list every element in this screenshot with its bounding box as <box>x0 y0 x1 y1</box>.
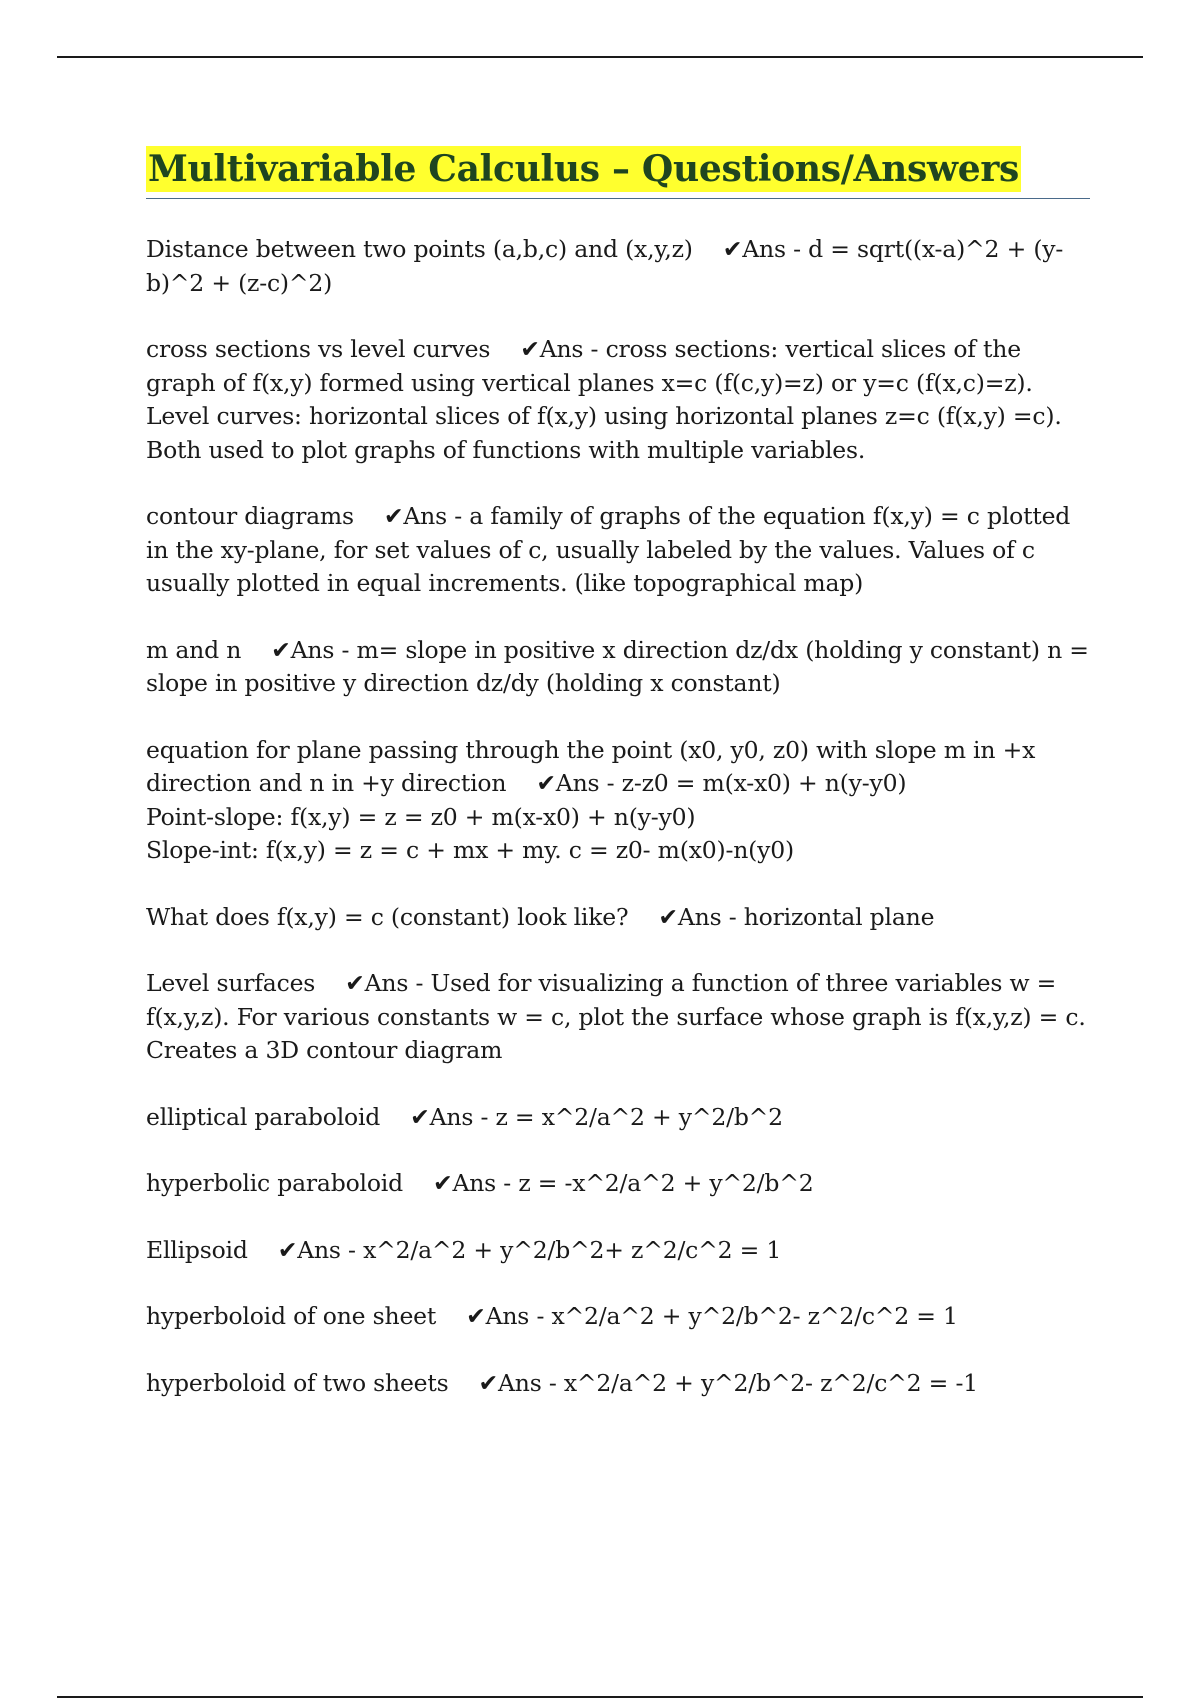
answer-marker: ✔Ans <box>658 902 722 931</box>
answer-marker: ✔Ans <box>520 335 584 363</box>
answer-extra-line: Slope-int: f(x,y) = z = c + mx + my. c = z0- m(x0)-n(y0) <box>146 836 794 864</box>
question-text: Ellipsoid <box>146 1235 248 1264</box>
qa-item: cross sections vs level curves ✔Ans - cross sections: vertical slices of the graph of f(x,y) formed using vertical planes x=c (f(c,y)=z) or y=c (f(x,c)=z). Level curves: horizontal slices of f(x,y) using horizontal planes z=c (f(x,y) =c). Both used to plot graphs of functions with multiple variables. <box>146 335 1062 464</box>
answer-text: z-z0 = m(x-x0) + n(y-y0) <box>621 769 907 797</box>
qa-item: hyperboloid of one sheet ✔Ans - x^2/a^2 + y^2/b^2- z^2/c^2 = 1 <box>146 1302 958 1330</box>
qa-item: What does f(x,y) = c (constant) look like? ✔Ans - horizontal plane <box>146 902 935 931</box>
question-text: hyperbolic paraboloid <box>146 1169 403 1197</box>
qa-item: equation for plane passing through the point (x0, y0, z0) with slope m in +x direction and n in +y direction ✔Ans - z-z0 = m(x-x0) + n(y-y0) Point-slope: f(x,y) = z = z0 + m(x-x0) + n(y-y0) Slope-int: f(x,y) = z = c + mx + my. c = z0- m(x0)-n(y0) <box>146 734 1090 868</box>
qa-item: m and n ✔Ans - m= slope in positive x direction dz/dx (holding y constant) n = slope in positive y direction dz/dy (holding x constant) <box>146 635 1089 697</box>
qa-item: hyperboloid of two sheets ✔Ans - x^2/a^2 + y^2/b^2- z^2/c^2 = -1 <box>146 1368 978 1397</box>
question-text: equation for plane passing through the point (x0, y0, z0) with slope m in +x direction and n in +y direction <box>146 735 1036 797</box>
answer-marker: ✔Ans <box>432 1169 497 1197</box>
page-bottom-rule <box>57 1696 1143 1698</box>
answer-text: d = sqrt((x-a)^2 + (y-b)^2 + (z-c)^2) <box>146 235 1064 297</box>
answer-marker: ✔Ans <box>271 635 335 664</box>
answer-text: z = -x^2/a^2 + y^2/b^2 <box>518 1169 814 1197</box>
qa-list <box>146 233 1090 1400</box>
title-block <box>146 146 1090 199</box>
answer-marker: ✔Ans <box>536 769 600 797</box>
question-text: What does f(x,y) = c (constant) look like? <box>146 902 629 931</box>
answer-marker: ✔Ans <box>410 1102 474 1131</box>
question-text: cross sections vs level curves <box>146 335 491 363</box>
question-text: hyperboloid of one sheet <box>146 1302 437 1330</box>
document-title: Multivariable Calculus – Questions/Answers <box>148 148 1019 190</box>
answer-text: a family of graphs of the equation f(x,y) = c plotted in the xy-plane, for set values of c, usually labeled by the values. Values of c usually plotted in equal increments. (like topographical map) <box>146 502 1071 597</box>
answer-marker: ✔Ans <box>383 502 447 530</box>
question-text: m and n <box>146 635 242 664</box>
question-text: hyperboloid of two sheets <box>146 1368 449 1397</box>
document-body <box>146 146 1090 1433</box>
answer-text: horizontal plane <box>743 902 935 931</box>
answer-text: x^2/a^2 + y^2/b^2+ z^2/c^2 = 1 <box>363 1235 782 1264</box>
question-text: Distance between two points (a,b,c) and (x,y,z) <box>146 235 693 263</box>
answer-text: x^2/a^2 + y^2/b^2- z^2/c^2 = -1 <box>563 1368 978 1397</box>
answer-text: x^2/a^2 + y^2/b^2- z^2/c^2 = 1 <box>551 1302 958 1330</box>
answer-text: z = x^2/a^2 + y^2/b^2 <box>495 1102 783 1131</box>
qa-item: Ellipsoid ✔Ans - x^2/a^2 + y^2/b^2+ z^2/c^2 = 1 <box>146 1235 782 1264</box>
answer-marker: ✔Ans <box>466 1302 530 1330</box>
answer-marker: ✔Ans <box>722 235 786 263</box>
qa-item: Distance between two points (a,b,c) and (x,y,z) ✔Ans - d = sqrt((x-a)^2 + (y-b)^2 + (z-c)^2) <box>146 235 1064 297</box>
answer-marker: ✔Ans <box>478 1368 542 1397</box>
answer-marker: ✔Ans <box>345 969 409 997</box>
page-top-rule <box>57 56 1143 58</box>
qa-item: elliptical paraboloid ✔Ans - z = x^2/a^2 + y^2/b^2 <box>146 1102 783 1131</box>
qa-item: hyperbolic paraboloid ✔Ans - z = -x^2/a^2 + y^2/b^2 <box>146 1169 814 1197</box>
question-text: contour diagrams <box>146 502 354 530</box>
qa-item: Level surfaces ✔Ans - Used for visualizing a function of three variables w = f(x,y,z). For various constants w = c, plot the surface whose graph is f(x,y,z) = c. Creates a 3D contour diagram <box>146 969 1086 1064</box>
answer-text: cross sections: vertical slices of the graph of f(x,y) formed using vertical planes x=c (f(c,y)=z) or y=c (f(x,c)=z). Level curves: horizontal slices of f(x,y) using horizontal planes z=c (f(x,y) =c). Both used to plot graphs of functions with multiple variables. <box>146 335 1062 464</box>
answer-marker: ✔Ans <box>277 1235 341 1264</box>
qa-item: contour diagrams ✔Ans - a family of graphs of the equation f(x,y) = c plotted in the xy-plane, for set values of c, usually labeled by the values. Values of c usually plotted in equal increments. (like topographical map) <box>146 502 1071 597</box>
question-text: Level surfaces <box>146 969 316 997</box>
question-text: elliptical paraboloid <box>146 1102 381 1131</box>
answer-text: Used for visualizing a function of three variables w = f(x,y,z). For various constants w = c, plot the surface whose graph is f(x,y,z) = c. Creates a 3D contour diagram <box>146 969 1086 1064</box>
answer-text: m= slope in positive x direction dz/dx (holding y constant) n = slope in positive y direction dz/dy (holding x constant) <box>146 635 1089 697</box>
answer-extra-line: Point-slope: f(x,y) = z = z0 + m(x-x0) + n(y-y0) <box>146 802 696 831</box>
